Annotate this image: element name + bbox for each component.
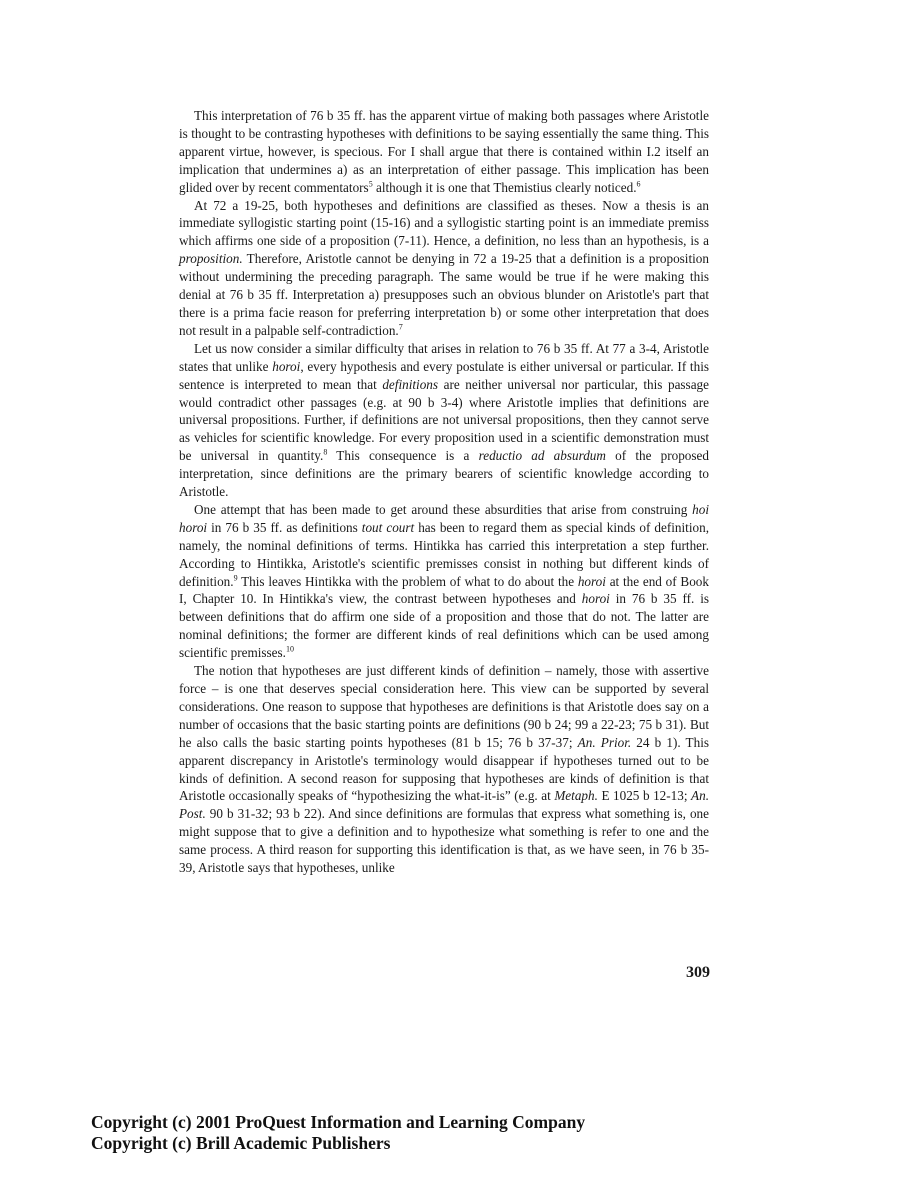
text-run: E 1025 b 12-13; xyxy=(597,788,692,804)
footnote-reference: 8 xyxy=(323,447,328,457)
body-paragraph xyxy=(179,662,709,877)
copyright-line: Copyright (c) 2001 ProQuest Information and Learning Company xyxy=(91,1112,586,1132)
italic-text: tout court xyxy=(361,519,415,535)
text-run: The notion that hypotheses are just different kinds of definition – namely, those with assertive force – is one that deserves special consideration here. This view can be supported by several considerations. One reason to suppose that hypotheses are definitions is that Aristotle does say on a number of occasions that the basic starting points are definitions (90 b 24; 99 a 22-23; 75 b 31). But he also calls the basic starting points hypotheses (81 b 15; 76 b 37-37; xyxy=(179,663,709,750)
text-run: 24 b 1). This apparent discrepancy in Aristotle's terminology would disappear if hypotheses turned out to be kinds of definition. A second reason for supposing that hypotheses are kinds of definition is that Aristotle occasionally speaks of “hypothesizing the what-it-is” (e.g. at xyxy=(179,734,710,804)
body-paragraph xyxy=(179,501,709,662)
text-run: One attempt that has been made to get around these absurdities that arise from construing xyxy=(194,501,693,517)
text-run: although it is one that Themistius clearly noticed. xyxy=(372,179,637,195)
copyright-notice xyxy=(91,1112,585,1154)
italic-text: An. Post. xyxy=(179,788,709,822)
body-text xyxy=(179,107,709,877)
text-run: Let us now consider a similar difficulty that arises in relation to 76 b 35 ff. At 77 a 3-4, Aristotle states that unlike xyxy=(179,340,709,374)
italic-text: Metaph. xyxy=(554,788,598,804)
body-paragraph xyxy=(179,197,709,340)
footnote-reference: 7 xyxy=(398,322,403,332)
footnote-reference: 6 xyxy=(636,179,641,189)
footnote-reference: 5 xyxy=(368,179,373,189)
text-run: This leaves Hintikka with the problem of what to do about the xyxy=(237,573,578,589)
text-run: are neither universal nor particular, this passage would contradict other passages (e.g. at 90 b 3-4) where Aristotle implies that definitions are universal propositions. Further, if definitions are not universal propositions, then they cannot serve as vehicles for scientific knowledge. For every proposition used in a scientific demonstration must be universal in quantity. xyxy=(179,376,709,464)
italic-text: proposition. xyxy=(179,251,243,267)
text-run: at the end of Book I, Chapter 10. In Hintikka's view, the contrast between hypotheses and xyxy=(179,573,709,607)
text-run: in 76 b 35 ff. is between definitions that do affirm one side of a proposition and those that do not. The latter are nominal definitions; the former are different kinds of real definitions which can be used among scientific premisses. xyxy=(179,591,709,661)
body-paragraph xyxy=(179,340,709,501)
italic-text: definitions xyxy=(382,376,439,392)
text-run: This consequence is a xyxy=(327,448,479,464)
text-run: has been to regard them as special kinds of definition, namely, the nominal definitions of terms. Hintikka has carried this interpretation a step further. According to Hintikka, Aristotle's scientific premisses consist in nothing but different kinds of definition. xyxy=(179,519,709,589)
text-run: At 72 a 19-25, both hypotheses and definitions are classified as theses. Now a thesis is an immediate syllogistic starting point (15-16) and a syllogistic starting point is an immediate premiss which affirms one side of a proposition (7-11). Hence, a definition, no less than an hypothesis, is a xyxy=(179,197,709,249)
copyright-line: Copyright (c) Brill Academic Publishers xyxy=(91,1133,391,1153)
text-run: of the proposed interpretation, since definitions are the primary bearers of scientific knowledge according to Aristotle. xyxy=(179,448,709,500)
text-run: Therefore, Aristotle cannot be denying in 72 a 19-25 that a definition is a proposition without undermining the preceding paragraph. The same would be true if he were making this denial at 76 b 35 ff. Interpretation a) presupposes such an obvious blunder on Aristotle's part that there is a prima facie reason for preferring interpretation b) or some other interpretation that does not result in a palpable self-contradiction. xyxy=(179,251,709,338)
italic-text: horoi xyxy=(272,358,301,374)
italic-text: horoi xyxy=(577,573,606,589)
text-run: 90 b 31-32; 93 b 22). And since definitions are formulas that express what something is, one might suppose that to give a definition and to hypothesize what something is refer to one and the same process. A third reason for supporting this identification is that, as we have seen, in 76 b 35-39, Aristotle says that hypotheses, unlike xyxy=(179,806,709,876)
text-run: in 76 b 35 ff. as definitions xyxy=(207,519,362,535)
italic-text: reductio ad absurdum xyxy=(478,448,606,464)
footnote-reference: 10 xyxy=(285,644,294,654)
italic-text: hoi horoi xyxy=(179,501,709,535)
text-run: , every hypothesis and every postulate is either universal or particular. If this sentence is interpreted to mean that xyxy=(179,358,709,392)
footnote-reference: 9 xyxy=(233,573,238,583)
italic-text: horoi xyxy=(581,591,610,607)
body-paragraph xyxy=(179,107,709,197)
italic-text: An. Prior. xyxy=(577,734,632,750)
page-number: 309 xyxy=(686,964,710,981)
text-run: This interpretation of 76 b 35 ff. has the apparent virtue of making both passages where Aristotle is thought to be contrasting hypotheses with definitions to be saying essentially the same thing. This apparent virtue, however, is specious. For I shall argue that there is contained within I.2 itself an implication that undermines a) as an interpretation of either passage. This implication has been glided over by recent commentators xyxy=(179,108,709,195)
